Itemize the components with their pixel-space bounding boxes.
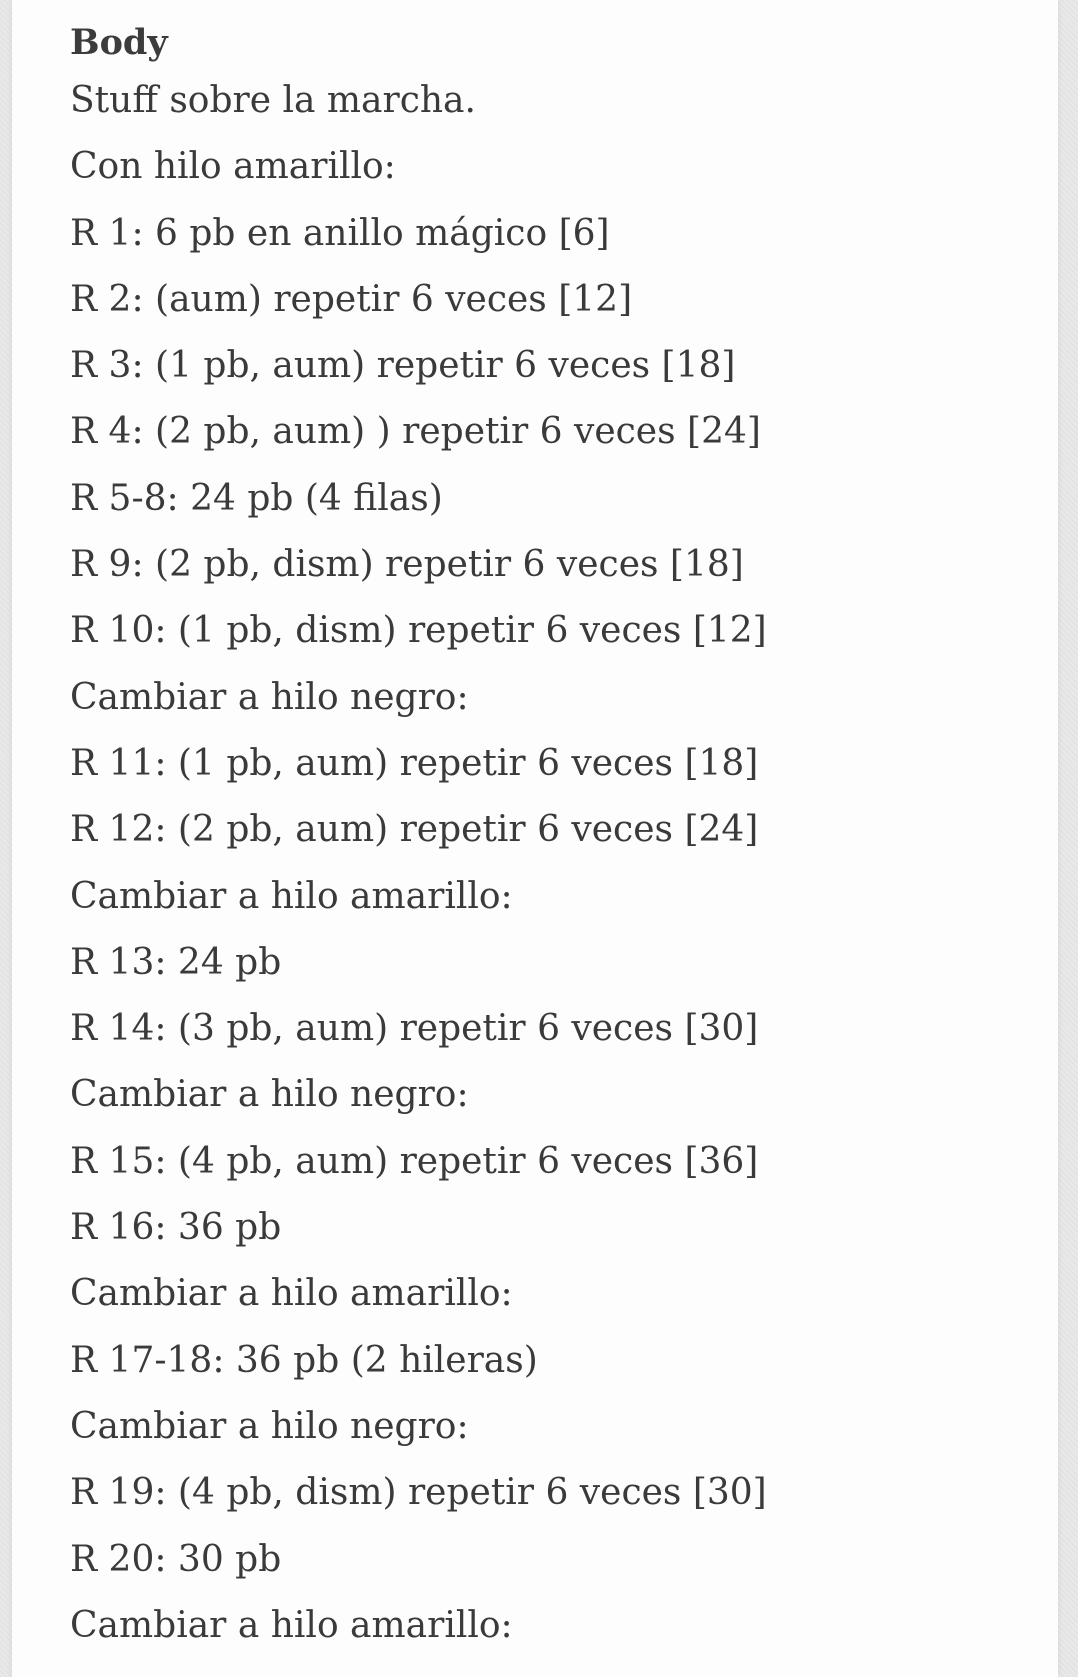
pattern-round-4: R 4: (2 pb, aum) ) repetir 6 veces [24] <box>70 411 761 453</box>
pattern-line-color-change: Cambiar a hilo negro: <box>70 1074 469 1116</box>
pattern-round-3: R 3: (1 pb, aum) repetir 6 veces [18] <box>70 345 736 387</box>
pattern-round-20: R 20: 30 pb <box>70 1538 282 1580</box>
pattern-line-color-change: Cambiar a hilo amarillo: <box>70 1273 513 1315</box>
pattern-round-13: R 13: 24 pb <box>70 941 282 983</box>
pattern-round-11: R 11: (1 pb, aum) repetir 6 veces [18] <box>70 742 759 784</box>
pattern-round-10: R 10: (1 pb, dism) repetir 6 veces [12] <box>70 610 767 652</box>
pattern-line-color-change: Cambiar a hilo amarillo: <box>70 875 513 917</box>
pattern-line-color-change: Cambiar a hilo negro: <box>70 676 469 718</box>
pattern-round-2: R 2: (aum) repetir 6 veces [12] <box>70 278 633 320</box>
pattern-round-17-18: R 17-18: 36 pb (2 hileras) <box>70 1339 538 1381</box>
pattern-round-16: R 16: 36 pb <box>70 1207 282 1249</box>
pattern-round-9: R 9: (2 pb, dism) repetir 6 veces [18] <box>70 544 744 586</box>
pattern-round-14: R 14: (3 pb, aum) repetir 6 veces [30] <box>70 1008 759 1050</box>
pattern-content <box>70 18 1030 1659</box>
pattern-round-19: R 19: (4 pb, dism) repetir 6 veces [30] <box>70 1472 767 1514</box>
pattern-line-note: Stuff sobre la marcha. <box>70 80 476 121</box>
pattern-line-color-change: Con hilo amarillo: <box>70 146 396 188</box>
pattern-round-12: R 12: (2 pb, aum) repetir 6 veces [24] <box>70 809 759 851</box>
pattern-round-5-8: R 5-8: 24 pb (4 filas) <box>70 477 443 519</box>
pattern-line-color-change: Cambiar a hilo amarillo: <box>70 1604 513 1646</box>
page-paper <box>12 0 1058 1677</box>
pattern-line-color-change: Cambiar a hilo negro: <box>70 1405 469 1447</box>
pattern-round-15: R 15: (4 pb, aum) repetir 6 veces [36] <box>70 1140 759 1182</box>
section-heading: Body <box>70 22 168 63</box>
pattern-round-1: R 1: 6 pb en anillo mágico [6] <box>70 212 610 254</box>
